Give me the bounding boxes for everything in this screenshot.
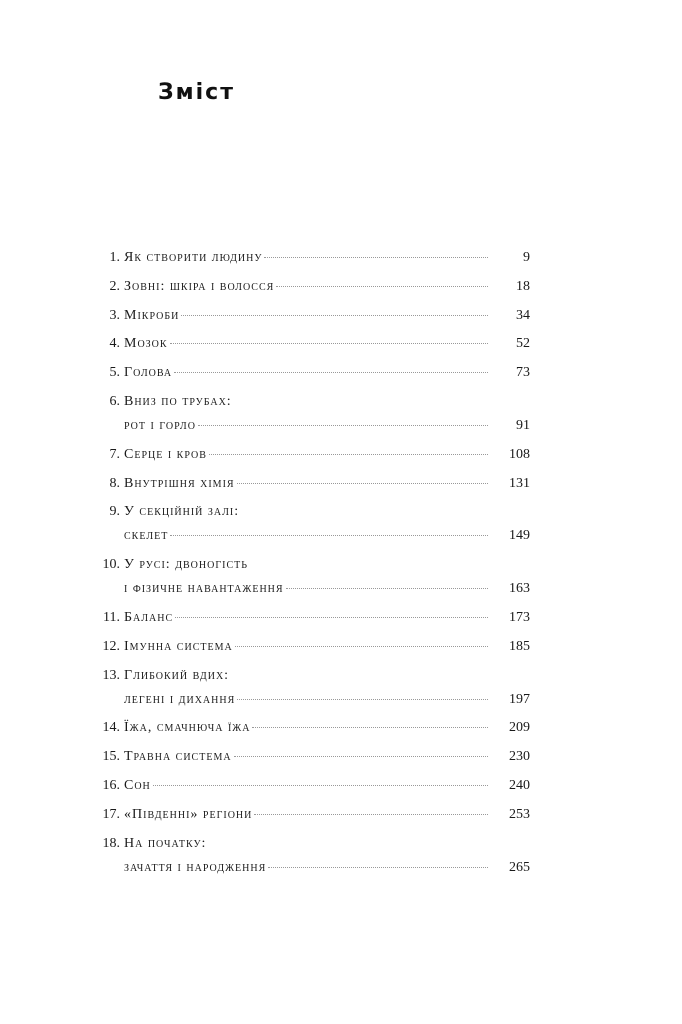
toc-entry[interactable]: [90, 330, 530, 359]
chapter-number: 9.: [109, 504, 120, 520]
chapter-number: 8.: [109, 475, 120, 491]
dot-leader: [286, 588, 488, 589]
chapter-number: 11.: [103, 609, 120, 625]
page-number: 240: [509, 777, 530, 793]
page-number: 173: [509, 609, 530, 625]
chapter-number: 15.: [102, 749, 120, 765]
page-number: 185: [509, 638, 530, 654]
chapter-title: Баланс: [124, 609, 174, 625]
toc-entry[interactable]: [90, 633, 530, 662]
chapter-title: зачаття і народження: [124, 859, 267, 875]
toc-entry[interactable]: [90, 714, 530, 743]
chapter-title: Їжа, смачнюча їжа: [124, 720, 251, 736]
chapter-number: 12.: [102, 638, 120, 654]
toc-entry[interactable]: [90, 662, 530, 715]
chapter-title: «Південні» регіони: [124, 806, 253, 822]
chapter-number: 14.: [102, 720, 120, 736]
page-number: 18: [516, 278, 530, 294]
chapter-number: 18.: [102, 835, 120, 851]
chapter-title: легені і дихання: [124, 691, 236, 707]
toc-entry[interactable]: [90, 359, 530, 388]
chapter-title: Як створити людину: [124, 250, 263, 265]
chapter-title: Травна система: [124, 749, 232, 765]
page-number: 230: [509, 749, 530, 765]
toc-entry[interactable]: [90, 244, 530, 273]
dot-leader: [170, 535, 488, 536]
dot-leader: [268, 867, 488, 868]
chapter-number: 13.: [102, 667, 120, 683]
dot-leader: [234, 756, 488, 757]
page-number: 265: [509, 859, 530, 875]
dot-leader: [237, 483, 488, 484]
chapter-title: Внутрішня хімія: [124, 475, 235, 491]
dot-leader: [235, 646, 488, 647]
dot-leader: [276, 286, 488, 287]
toc-entry[interactable]: [90, 830, 530, 883]
toc-entry[interactable]: [90, 273, 530, 302]
chapter-title: У русі: двоногість: [124, 557, 248, 573]
page-number: 73: [516, 365, 530, 381]
page-number: 9: [523, 250, 530, 265]
page-number: 149: [509, 528, 530, 544]
chapter-title: Глибокий вдих:: [124, 667, 230, 683]
toc-entry[interactable]: [90, 604, 530, 633]
page-number: 253: [509, 806, 530, 822]
dot-leader: [209, 454, 488, 455]
page-number: 91: [516, 417, 530, 433]
toc-entry[interactable]: [90, 772, 530, 801]
chapter-title: На початку:: [124, 835, 207, 851]
chapter-title: Мозок: [124, 336, 168, 352]
toc-entry[interactable]: [90, 302, 530, 331]
dot-leader: [174, 372, 488, 373]
page-title: Зміст: [158, 80, 235, 105]
chapter-title: Серце і кров: [124, 446, 207, 462]
toc-entry[interactable]: [90, 470, 530, 499]
dot-leader: [198, 425, 488, 426]
chapter-number: 1.: [109, 250, 120, 265]
chapter-number: 4.: [109, 336, 120, 352]
chapter-title: і фізичне навантаження: [124, 581, 284, 597]
dot-leader: [175, 617, 488, 618]
chapter-title: скелет: [124, 528, 169, 544]
chapter-title: Імунна система: [124, 638, 233, 654]
page-number: 52: [516, 336, 530, 352]
page-number: 108: [509, 446, 530, 462]
toc-entry[interactable]: [90, 801, 530, 830]
chapter-title: Зовні: шкіра і волосся: [124, 278, 275, 294]
chapter-title: У секційній залі:: [124, 504, 240, 520]
toc-entry[interactable]: [90, 498, 530, 551]
page-number: 197: [509, 691, 530, 707]
dot-leader: [181, 315, 488, 316]
chapter-title: рот і горло: [124, 417, 196, 433]
page-number: 131: [509, 475, 530, 491]
chapter-title: Сон: [124, 777, 151, 793]
toc-entry[interactable]: [90, 441, 530, 470]
chapter-number: 17.: [102, 806, 120, 822]
chapter-number: 5.: [109, 365, 120, 381]
table-of-contents: [90, 244, 530, 882]
dot-leader: [252, 727, 488, 728]
toc-entry[interactable]: [90, 743, 530, 772]
chapter-title: Вниз по трубах:: [124, 393, 232, 409]
chapter-number: 3.: [109, 307, 120, 323]
dot-leader: [153, 785, 488, 786]
chapter-number: 10.: [102, 557, 120, 573]
dot-leader: [254, 814, 488, 815]
page-number: 34: [516, 307, 530, 323]
dot-leader: [170, 343, 488, 344]
chapter-number: 6.: [109, 393, 120, 409]
dot-leader: [264, 257, 488, 258]
chapter-title: Мікроби: [124, 307, 180, 323]
page-number: 209: [509, 720, 530, 736]
chapter-title: Голова: [124, 365, 173, 381]
chapter-number: 16.: [102, 777, 120, 793]
toc-entry[interactable]: [90, 388, 530, 441]
chapter-number: 7.: [109, 446, 120, 462]
toc-entry[interactable]: [90, 551, 530, 604]
page-number: 163: [509, 581, 530, 597]
dot-leader: [237, 699, 488, 700]
chapter-number: 2.: [109, 278, 120, 294]
